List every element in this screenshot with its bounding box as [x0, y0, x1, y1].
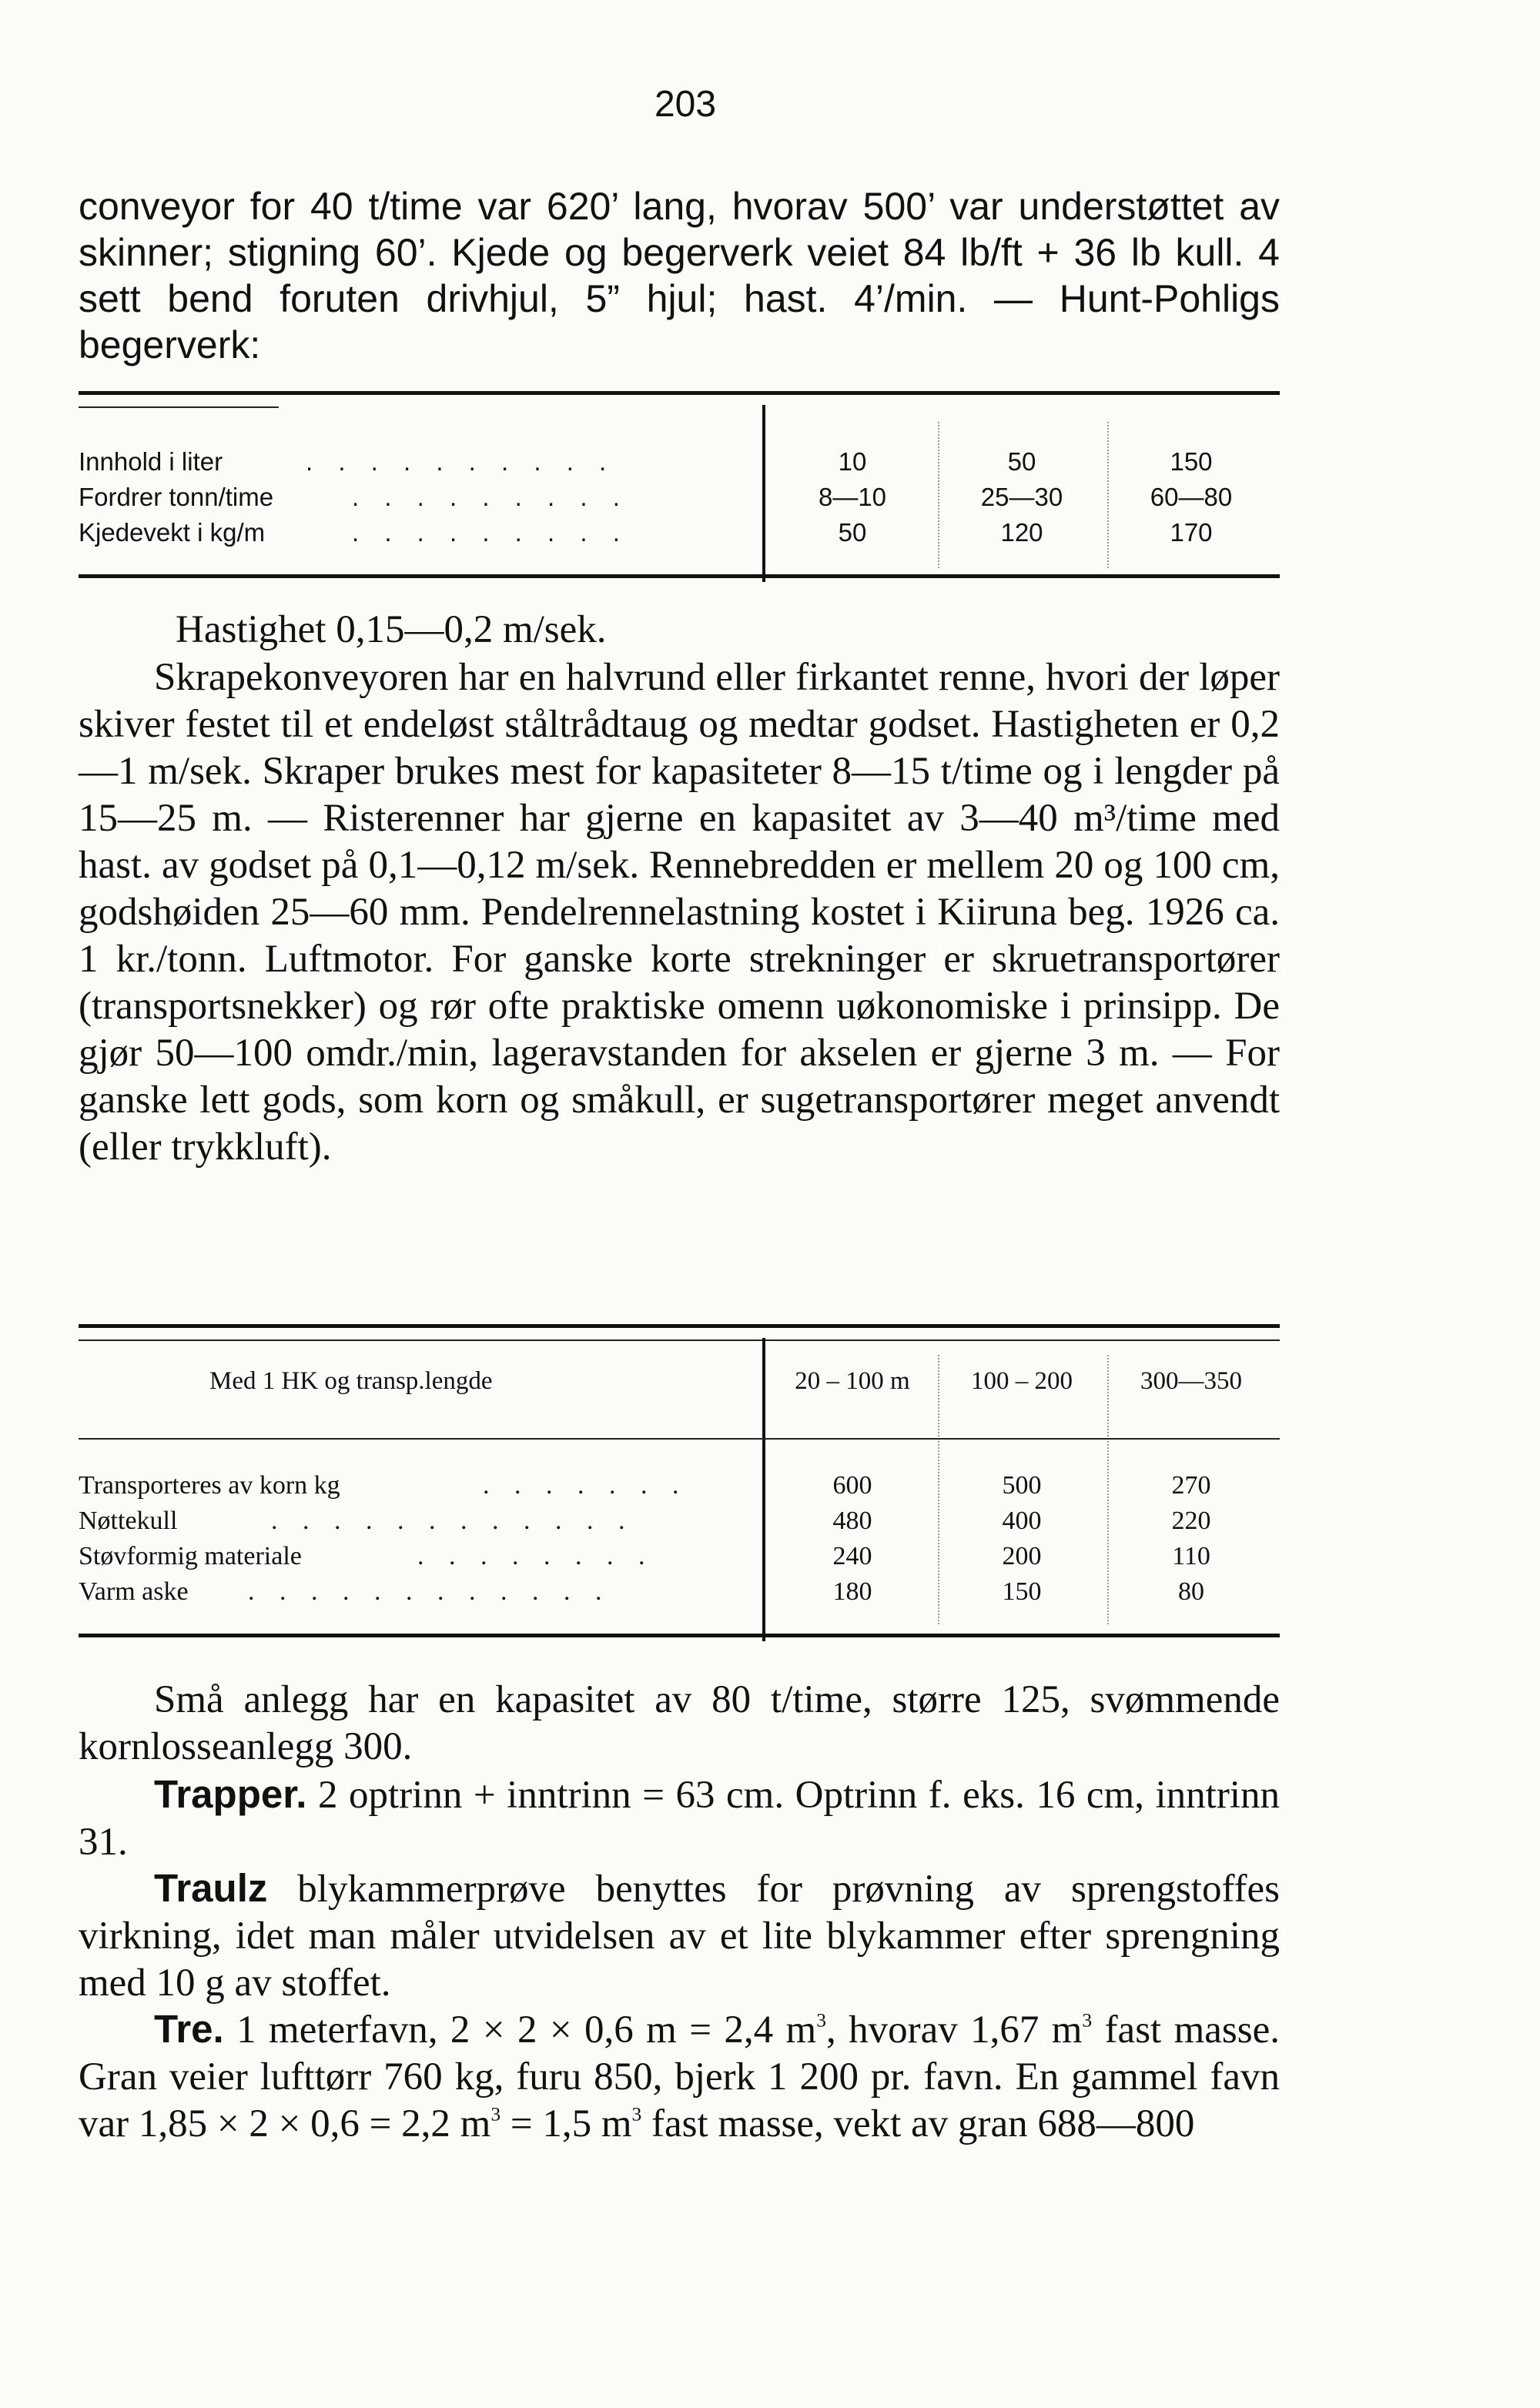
- tre-paragraph: [79, 2005, 1280, 2148]
- table-cell: 240: [832, 1542, 872, 1570]
- leader-dots: . . . . . . . . . .: [306, 447, 616, 476]
- traulz-paragraph: [79, 1865, 1280, 2007]
- table-row: [79, 516, 1280, 550]
- section-text: = 1,5 m: [500, 2102, 632, 2145]
- table-cell: 170: [1170, 518, 1213, 547]
- table-cell: 400: [1002, 1507, 1042, 1535]
- table-cell: 200: [1002, 1542, 1042, 1570]
- row-label: Fordrer tonn/time: [79, 483, 274, 511]
- table-row: [79, 1504, 1280, 1538]
- table-cell: 180: [832, 1577, 872, 1606]
- row-label: Innhold i liter: [79, 447, 223, 476]
- table-top-rule: [79, 1324, 1280, 1328]
- table-cell: 50: [1007, 447, 1036, 476]
- intro-paragraph: conveyor for 40 t/time var 620’ lang, hvorav 500’ var understøttet av skinner; stigning 60’. Kjede og begerverk veiet 84 lb/ft + 36 lb kull. 4 sett bend foruten drivhjul, 5” hjul; hast. 4’/min. — Hunt-Pohligs begerverk:: [79, 185, 1280, 366]
- table-row: [79, 445, 1280, 479]
- table-row: [79, 1575, 1280, 1609]
- section-text: blykammerprøve benyttes for prøvning av sprengstoffes virkning, idet man måler utvidelsen av et lite blykammer efter sprengning med 10 g av stoffet.: [79, 1868, 1280, 2005]
- table-cell: 110: [1172, 1542, 1210, 1570]
- table-top-rule: [79, 391, 1280, 395]
- table-cell: 270: [1171, 1471, 1211, 1500]
- section-text: , hvorav 1,67 m: [825, 2008, 1083, 2052]
- table-cell: 120: [1000, 518, 1043, 547]
- column-header: 100 – 200: [971, 1367, 1073, 1395]
- leader-dots: . . . . . . . . .: [352, 518, 629, 547]
- table-cell: 220: [1171, 1507, 1211, 1535]
- table-cell: 50: [838, 518, 867, 547]
- table-bottom-rule: [79, 1634, 1280, 1637]
- superscript: 3: [631, 2102, 642, 2125]
- leader-dots: . . . . . . . . . . . .: [248, 1577, 611, 1606]
- section-text: 2 optrinn + inntrinn = 63 cm. Optrinn f. eks. 16 cm, inntrinn 31.: [79, 1774, 1280, 1864]
- leader-dots: . . . . . . . .: [417, 1542, 654, 1570]
- leader-dots: . . . . . . .: [483, 1471, 688, 1500]
- leader-dots: . . . . . . . . . . . .: [271, 1507, 634, 1535]
- superscript: 3: [816, 2008, 826, 2032]
- table-cell: 500: [1002, 1471, 1042, 1500]
- section-text: fast masse. Gran veier lufttørr 760 kg, furu 850, bjerk 1 200 pr. favn. En gammel favn var 1,85 × 2 × 0,6 = 2,2 m: [79, 2008, 1280, 2145]
- section-text: fast masse, vekt av gran 688—800: [641, 2102, 1195, 2145]
- table-header-label: Med 1 HK og transp.lengde: [209, 1367, 493, 1395]
- row-label: Transporteres av korn kg: [79, 1471, 340, 1500]
- scraper-paragraph: Skrapekonveyoren har en halvrund eller firkantet renne, hvori der løper skiver festet til et endeløst ståltrådtaug og medtar godset. Hastigheten er 0,2—1 m/sek. Skraper brukes mest for kapasiteter 8—15 t/time og i lengder på 15—25 m. — Risterenner har gjerne en kapasitet av 3—40 m³/time med hast. av godset på 0,1—0,12 m/sek. Rennebredden er mellem 20 og 100 cm, godshøiden 25—60 mm. Pendelrennelastning kostet i Kiiruna beg. 1926 ca. 1 kr./tonn. Luftmotor. For ganske korte strekninger er skruetransportører (transportsnekker) og rør ofte praktiske omenn uøkonomiske i prinsipp. De gjør 50—100 omdr./min, lageravstanden for akselen er gjerne 3 m. — For ganske lett gods, som korn og småkull, er sugetransportører meget anvendt (eller trykkluft).: [79, 656, 1280, 1169]
- section-heading: Traulz: [154, 1866, 268, 1910]
- table-top-subrule: [79, 406, 279, 408]
- table-cell: 80: [1178, 1577, 1204, 1606]
- superscript: 3: [490, 2102, 501, 2125]
- row-label: Kjedevekt i kg/m: [79, 518, 266, 547]
- table-bottom-rule: [79, 574, 1280, 578]
- column-header: 300—350: [1140, 1367, 1242, 1395]
- table-row: [79, 1540, 1280, 1574]
- table-cell: 150: [1002, 1577, 1042, 1606]
- row-label: Varm aske: [79, 1577, 189, 1606]
- page-number: 203: [654, 84, 717, 125]
- table-header-rule: [79, 1438, 1280, 1440]
- table-cell: 25—30: [980, 483, 1063, 511]
- speed-line: Hastighet 0,15—0,2 m/sek.: [176, 608, 607, 651]
- table-cell: 600: [832, 1471, 872, 1500]
- table-cell: 10: [838, 447, 867, 476]
- row-label: Nøttekull: [79, 1507, 178, 1535]
- column-header: 20 – 100 m: [795, 1367, 910, 1395]
- table-top-subrule: [79, 1339, 1280, 1341]
- section-heading: Trapper.: [154, 1772, 307, 1816]
- table-cell: 480: [832, 1507, 872, 1535]
- leader-dots: . . . . . . . . .: [352, 483, 629, 511]
- superscript: 3: [1082, 2008, 1093, 2032]
- table-cell: 8—10: [818, 483, 887, 511]
- table-row: [79, 480, 1280, 514]
- trapper-paragraph: [79, 1771, 1280, 1866]
- bucket-elevator-table: [79, 391, 1280, 584]
- row-label: Støvformig materiale: [79, 1542, 302, 1570]
- table-row: [79, 1469, 1280, 1503]
- small-plants-paragraph: Små anlegg har en kapasitet av 80 t/time, større 125, svømmende kornlosseanlegg 300.: [79, 1678, 1280, 1768]
- section-text: 1 meterfavn, 2 × 2 × 0,6 m = 2,4 m: [223, 2008, 817, 2052]
- table-cell: 60—80: [1150, 483, 1233, 511]
- section-heading: Tre.: [154, 2007, 224, 2051]
- table-cell: 150: [1170, 447, 1213, 476]
- capacity-table: [79, 1324, 1280, 1643]
